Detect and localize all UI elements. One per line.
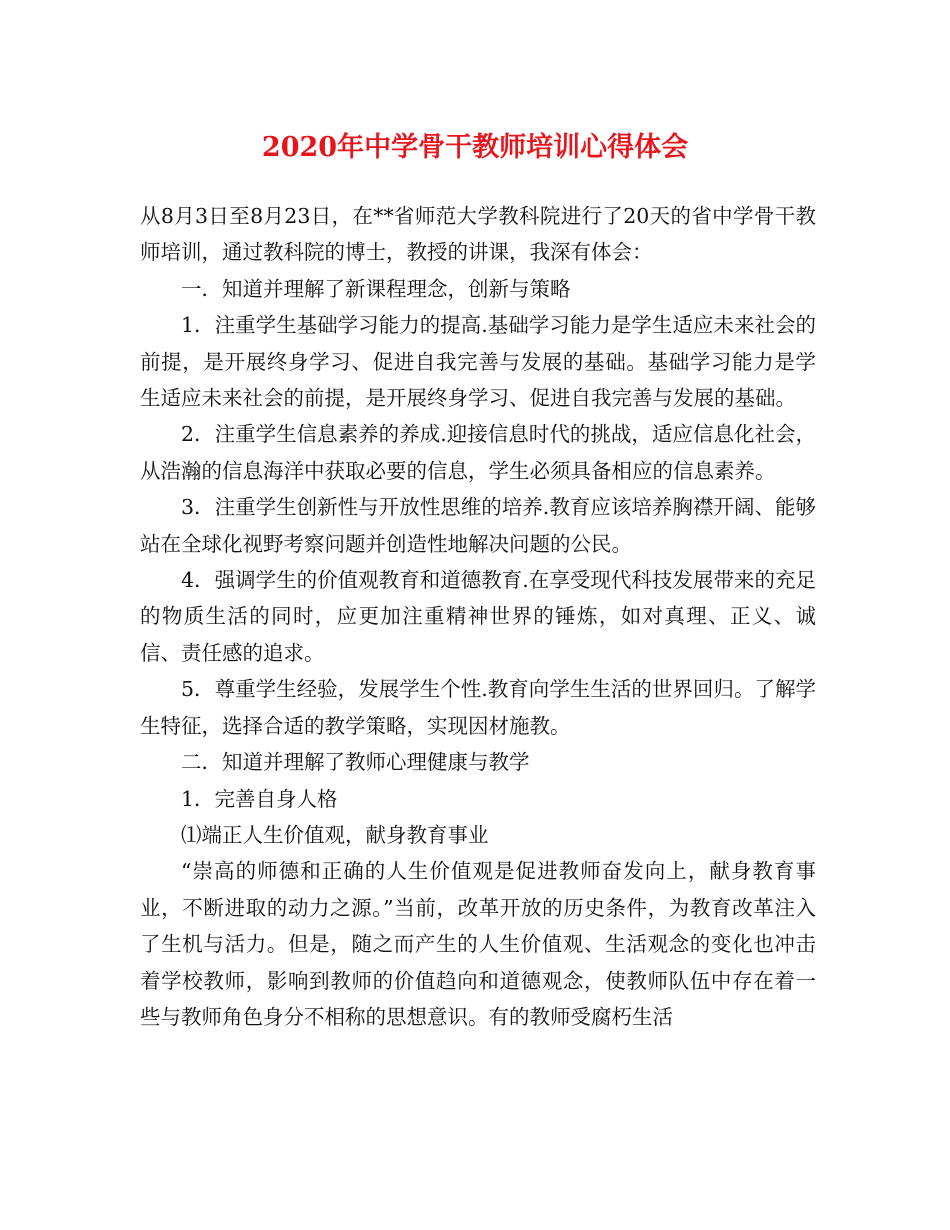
document-title: 2020年中学骨干教师培训心得体会: [261, 132, 689, 163]
subsection-heading-1: 1．完善自身人格: [181, 786, 338, 811]
sub-item-heading-1: ⑴端正人生价值观，献身教育事业: [181, 822, 489, 847]
paragraph-quote: “崇高的师德和正确的人生价值观是促进教师奋发向上，献身教育事业，不断进取的动力之源。”当前，改革开放的历史条件，为教育改革注入了生机与活力。但是，随之而产生的人生价值观、生活观念的变化也冲击着学校教师，影响到教师的价值趋向和道德观念，使教师队伍中存在着一些与教师角色身分不相称的思想意识。有的教师受腐朽生活: [140, 859, 816, 1029]
paragraph-item-1: 1．注重学生基础学习能力的提高.基础学习能力是学生适应未来社会的前提，是开展终身学习、促进自我完善与发展的基础。基础学习能力是学生适应未来社会的前提，是开展终身学习、促进自我完善与发展的基础。: [140, 313, 816, 411]
section-heading-2: 二．知道并理解了教师心理健康与教学: [181, 750, 530, 775]
paragraph-item-2: 2．注重学生信息素养的养成.迎接信息时代的挑战，适应信息化社会，从浩瀚的信息海洋中获取必要的信息，学生必须具备相应的信息素养。: [140, 422, 816, 483]
document-body: [140, 198, 816, 1035]
section-heading-1: 一．知道并理解了新课程理念，创新与策略: [181, 276, 571, 301]
paragraph-item-4: 4．强调学生的价值观教育和道德教育.在享受现代科技发展带来的充足的物质生活的同时，应更加注重精神世界的锤炼，如对真理、正义、诚信、责任感的追求。: [140, 568, 816, 665]
paragraph-item-3: 3．注重学生创新性与开放性思维的培养.教育应该培养胸襟开阔、能够站在全球化视野考察问题并创造性地解决问题的公民。: [140, 495, 816, 556]
paragraph-item-5: 5．尊重学生经验，发展学生个性.教育向学生生活的世界回归。了解学生特征，选择合适的教学策略，实现因材施教。: [140, 677, 816, 738]
paragraph-intro: 从8月3日至8月23日，在**省师范大学教科院进行了20天的省中学骨干教师培训，通过教科院的博士，教授的讲课，我深有体会：: [140, 204, 816, 265]
